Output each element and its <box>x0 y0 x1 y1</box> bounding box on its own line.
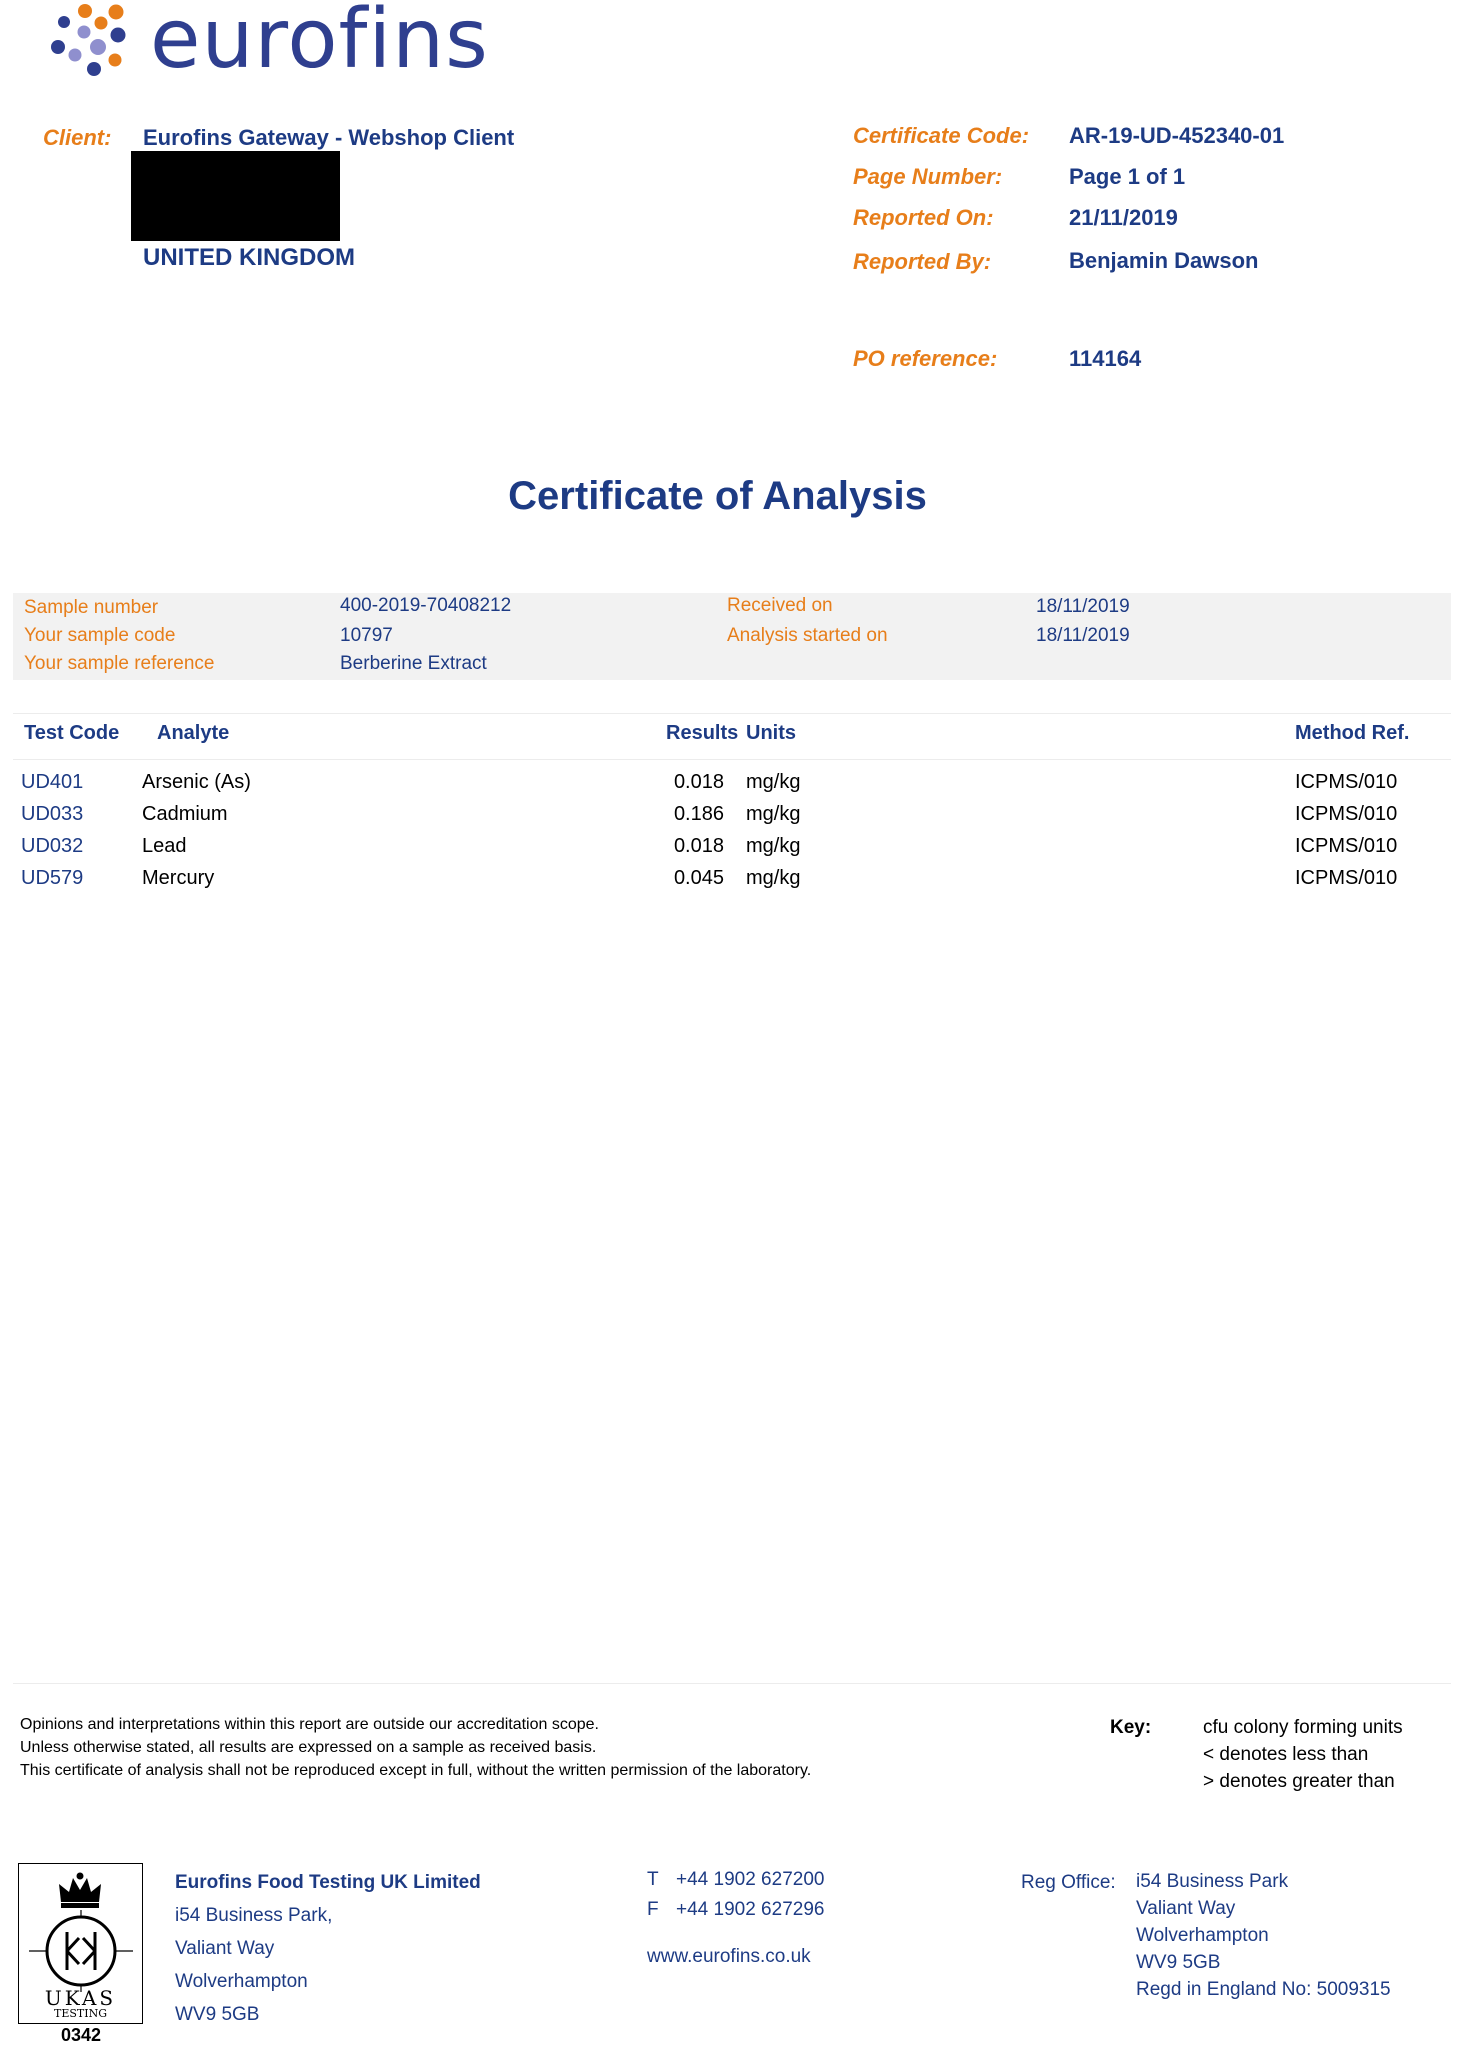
reg-office-line: WV9 5GB <box>1136 1952 1221 1973</box>
received-on: 18/11/2019 <box>1036 596 1130 617</box>
address-line: WV9 5GB <box>175 2004 260 2025</box>
table-row <box>0 867 1457 899</box>
company-address <box>175 1899 332 2031</box>
row-units: mg/kg <box>746 835 801 857</box>
ukas-emblem-icon <box>29 1910 133 1992</box>
certificate-code-label: Certificate Code: <box>853 123 1030 148</box>
reported-by: Benjamin Dawson <box>1069 248 1259 273</box>
row-result: 0.186 <box>673 803 724 825</box>
company-name: Eurofins Food Testing UK Limited <box>175 1872 481 1893</box>
phone-label: T <box>647 1869 659 1890</box>
table-row <box>0 771 1457 803</box>
key-item: < denotes less than <box>1203 1744 1369 1765</box>
client-label: Client: <box>43 125 112 150</box>
row-test-code: UD033 <box>21 803 84 825</box>
note-line: This certificate of analysis shall not be reproduced except in full, without the written permission of the laboratory. <box>20 1762 812 1779</box>
header-test-code: Test Code <box>24 722 120 744</box>
analysis-started-label: Analysis started on <box>727 625 888 646</box>
row-analyte: Arsenic (As) <box>142 771 251 793</box>
sample-number-label: Sample number <box>24 597 159 618</box>
row-test-code: UD401 <box>21 771 84 793</box>
key-list <box>1203 1714 1403 1795</box>
fax-label: F <box>647 1899 659 1920</box>
row-analyte: Lead <box>142 835 187 857</box>
page-title: Certificate of Analysis <box>508 474 927 518</box>
address-line: Valiant Way <box>175 1938 275 1959</box>
sample-code-label: Your sample code <box>24 625 176 646</box>
note-line: Opinions and interpretations within this report are outside our accreditation scope. <box>20 1716 599 1733</box>
ukas-label: UKAS <box>44 1986 117 2010</box>
row-units: mg/kg <box>746 803 801 825</box>
row-analyte: Mercury <box>142 867 215 889</box>
table-row <box>0 835 1457 867</box>
sample-number: 400-2019-70408212 <box>340 595 512 616</box>
po-reference-label: PO reference: <box>853 346 998 371</box>
header-method: Method Ref. <box>1295 722 1410 744</box>
certificate-code: AR-19-UD-452340-01 <box>1069 123 1285 148</box>
reported-by-label: Reported By: <box>853 249 992 274</box>
analysis-started: 18/11/2019 <box>1036 625 1130 646</box>
row-result: 0.045 <box>673 867 724 889</box>
row-method: ICPMS/010 <box>1295 867 1398 889</box>
ukas-sub: TESTING <box>54 2007 107 2020</box>
key-item: > denotes greater than <box>1203 1771 1395 1792</box>
fax-number: +44 1902 627296 <box>676 1899 825 1920</box>
row-analyte: Cadmium <box>142 803 228 825</box>
received-on-label: Received on <box>727 595 833 616</box>
sample-reference: Berberine Extract <box>340 653 487 674</box>
eurofins-logo <box>48 0 489 87</box>
po-reference: 114164 <box>1069 346 1142 371</box>
redacted-address <box>131 151 340 241</box>
row-method: ICPMS/010 <box>1295 803 1398 825</box>
eurofins-logo-icon <box>48 0 136 84</box>
reg-office-line: Regd in England No: 5009315 <box>1136 1979 1391 2000</box>
address-line: Wolverhampton <box>175 1971 308 1992</box>
row-units: mg/kg <box>746 771 801 793</box>
table-row <box>0 803 1457 835</box>
note-line: Unless otherwise stated, all results are expressed on a sample as received basis. <box>20 1739 597 1756</box>
row-result: 0.018 <box>673 835 724 857</box>
ukas-crown-icon <box>57 1872 103 1910</box>
row-method: ICPMS/010 <box>1295 835 1398 857</box>
row-method: ICPMS/010 <box>1295 771 1398 793</box>
header-analyte: Analyte <box>157 722 230 744</box>
reg-office-label: Reg Office: <box>1021 1872 1116 1893</box>
reg-office-line: i54 Business Park <box>1136 1871 1289 1892</box>
notes-block <box>20 1713 811 1782</box>
page-number-label: Page Number: <box>853 164 1003 189</box>
ukas-accreditation-mark <box>18 1863 143 2024</box>
client-country: UNITED KINGDOM <box>143 244 355 271</box>
key-label: Key: <box>1110 1717 1152 1738</box>
reported-on: 21/11/2019 <box>1069 205 1178 230</box>
key-item: cfu colony forming units <box>1203 1717 1403 1738</box>
footer-top-rule <box>13 1683 1451 1684</box>
table-top-rule <box>13 713 1451 714</box>
logo-wordmark: eurofins <box>150 0 489 87</box>
reg-office-address <box>1136 1868 1391 2003</box>
reported-on-label: Reported On: <box>853 205 994 230</box>
row-units: mg/kg <box>746 867 801 889</box>
phone-number: +44 1902 627200 <box>676 1869 825 1890</box>
sample-reference-label: Your sample reference <box>24 653 215 674</box>
sample-code: 10797 <box>340 625 393 646</box>
row-test-code: UD032 <box>21 835 84 857</box>
website-link[interactable]: www.eurofins.co.uk <box>647 1946 811 1967</box>
client-name: Eurofins Gateway - Webshop Client <box>143 125 515 150</box>
header-units: Units <box>746 722 796 744</box>
table-header-rule <box>13 759 1451 760</box>
address-line: i54 Business Park, <box>175 1905 333 1926</box>
row-result: 0.018 <box>673 771 724 793</box>
ukas-number: 0342 <box>60 2025 102 2045</box>
reg-office-line: Wolverhampton <box>1136 1925 1269 1946</box>
page-number: Page 1 of 1 <box>1069 164 1186 189</box>
reg-office-line: Valiant Way <box>1136 1898 1236 1919</box>
row-test-code: UD579 <box>21 867 84 889</box>
header-results: Results <box>666 722 739 744</box>
